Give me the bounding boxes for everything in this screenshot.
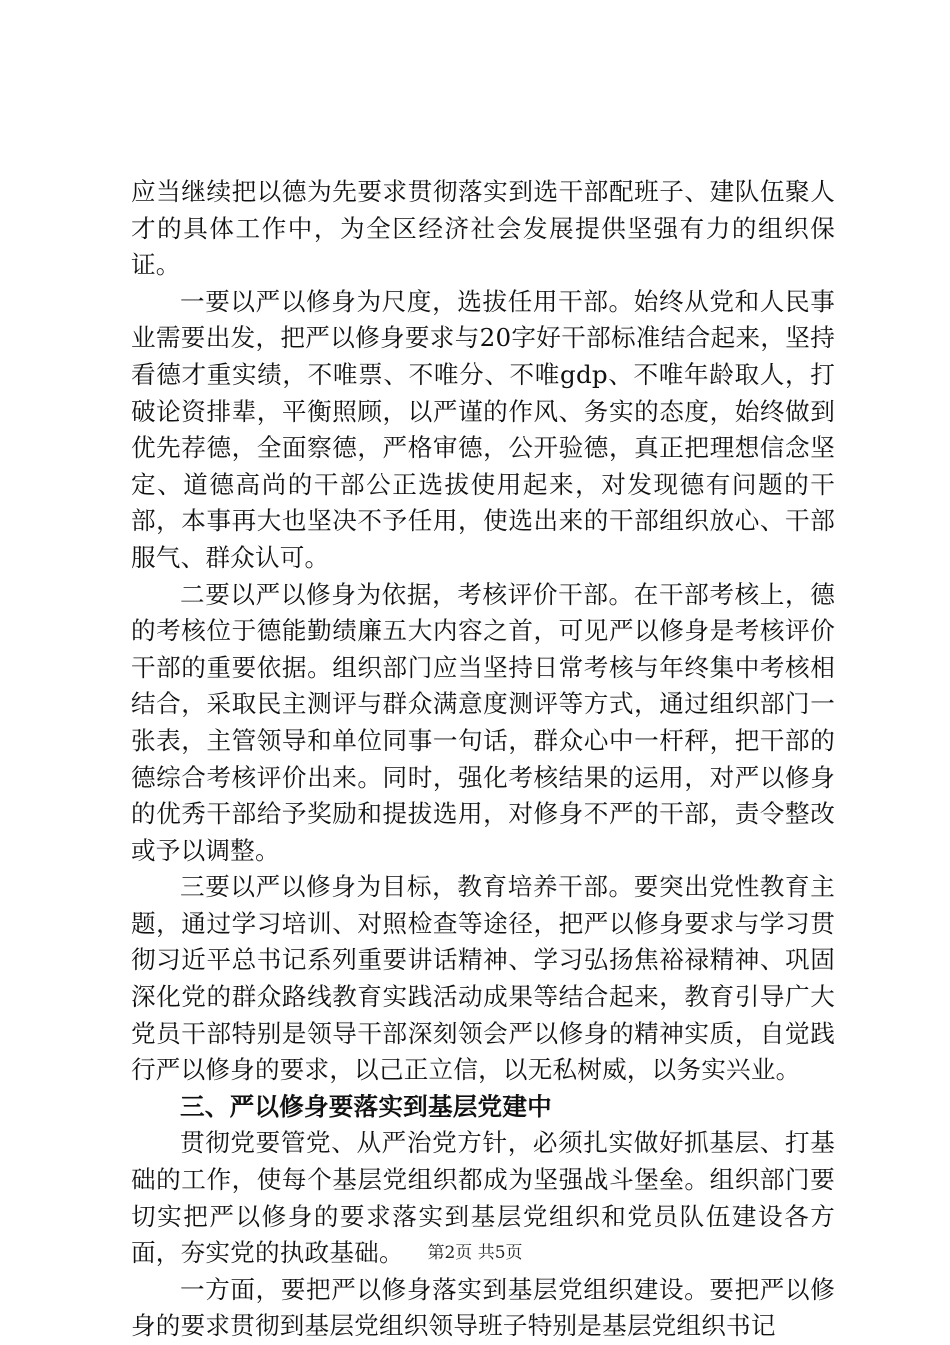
paragraph-evaluation: 二要以严以修身为依据，考核评价干部。在干部考核上，德的考核位于德能勤绩廉五大内容之首，可见严以修身是考核评价干部的重要依据。组织部门应当坚持日常考核与年终集中考核相结合，采取民主测评与群众满意度测评等方式，通过组织部门一张表，主管领导和单位同事一句话，群众心中一杆秤，把干部的德综合考核评价出来。同时，强化考核结果的运用，对严以修身的优秀干部给予奖励和提拔选用，对修身不严的干部，责令整改或予以调整。 [131,579,835,865]
paragraph-grassroots: 一方面，要把严以修身落实到基层党组织建设。要把严以修身的要求贯彻到基层党组织领导班子特别是基层党组织书记 [131,1274,835,1341]
section-heading: 三、严以修身要落实到基层党建中 [180,1091,552,1121]
document-body [131,174,835,1345]
paragraph-continuation: 应当继续把以德为先要求贯彻落实到选干部配班子、建队伍聚人才的具体工作中，为全区经济社会发展提供坚强有力的组织保证。 [131,177,835,280]
paragraph-section-intro: 贯彻党要管党、从严治党方针，必须扎实做好抓基层、打基础的工作，使每个基层党组织都成为坚强战斗堡垒。组织部门要切实把严以修身的要求落实到基层党组织和党员队伍建设各方面，夯实党的执政基础。 [131,1128,835,1268]
page-number-footer: 第2页 共5页 [427,1243,523,1263]
paragraph-education: 三要以严以修身为目标，教育培养干部。要突出党性教育主题，通过学习培训、对照检查等途径，把严以修身要求与学习贯彻习近平总书记系列重要讲话精神、学习弘扬焦裕禄精神、巩固深化党的群众路线教育实践活动成果等结合起来，教育引导广大党员干部特别是领导干部深刻领会严以修身的精神实质，自觉践行严以修身的要求，以己正立信，以无私树威，以务实兴业。 [131,872,835,1085]
paragraph-selection: 一要以严以修身为尺度，选拔任用干部。始终从党和人民事业需要出发，把严以修身要求与20字好干部标准结合起来，坚持看德才重实绩，不唯票、不唯分、不唯gdp、不唯年龄取人，打破论资排辈，平衡照顾，以严谨的作风、务实的态度，始终做到优先荐德，全面察德，严格审德，公开验德，真正把理想信念坚定、道德高尚的干部公正选拔使用起来，对发现德有问题的干部，本事再大也坚决不予任用，使选出来的干部组织放心、干部服气、群众认可。 [131,286,835,572]
